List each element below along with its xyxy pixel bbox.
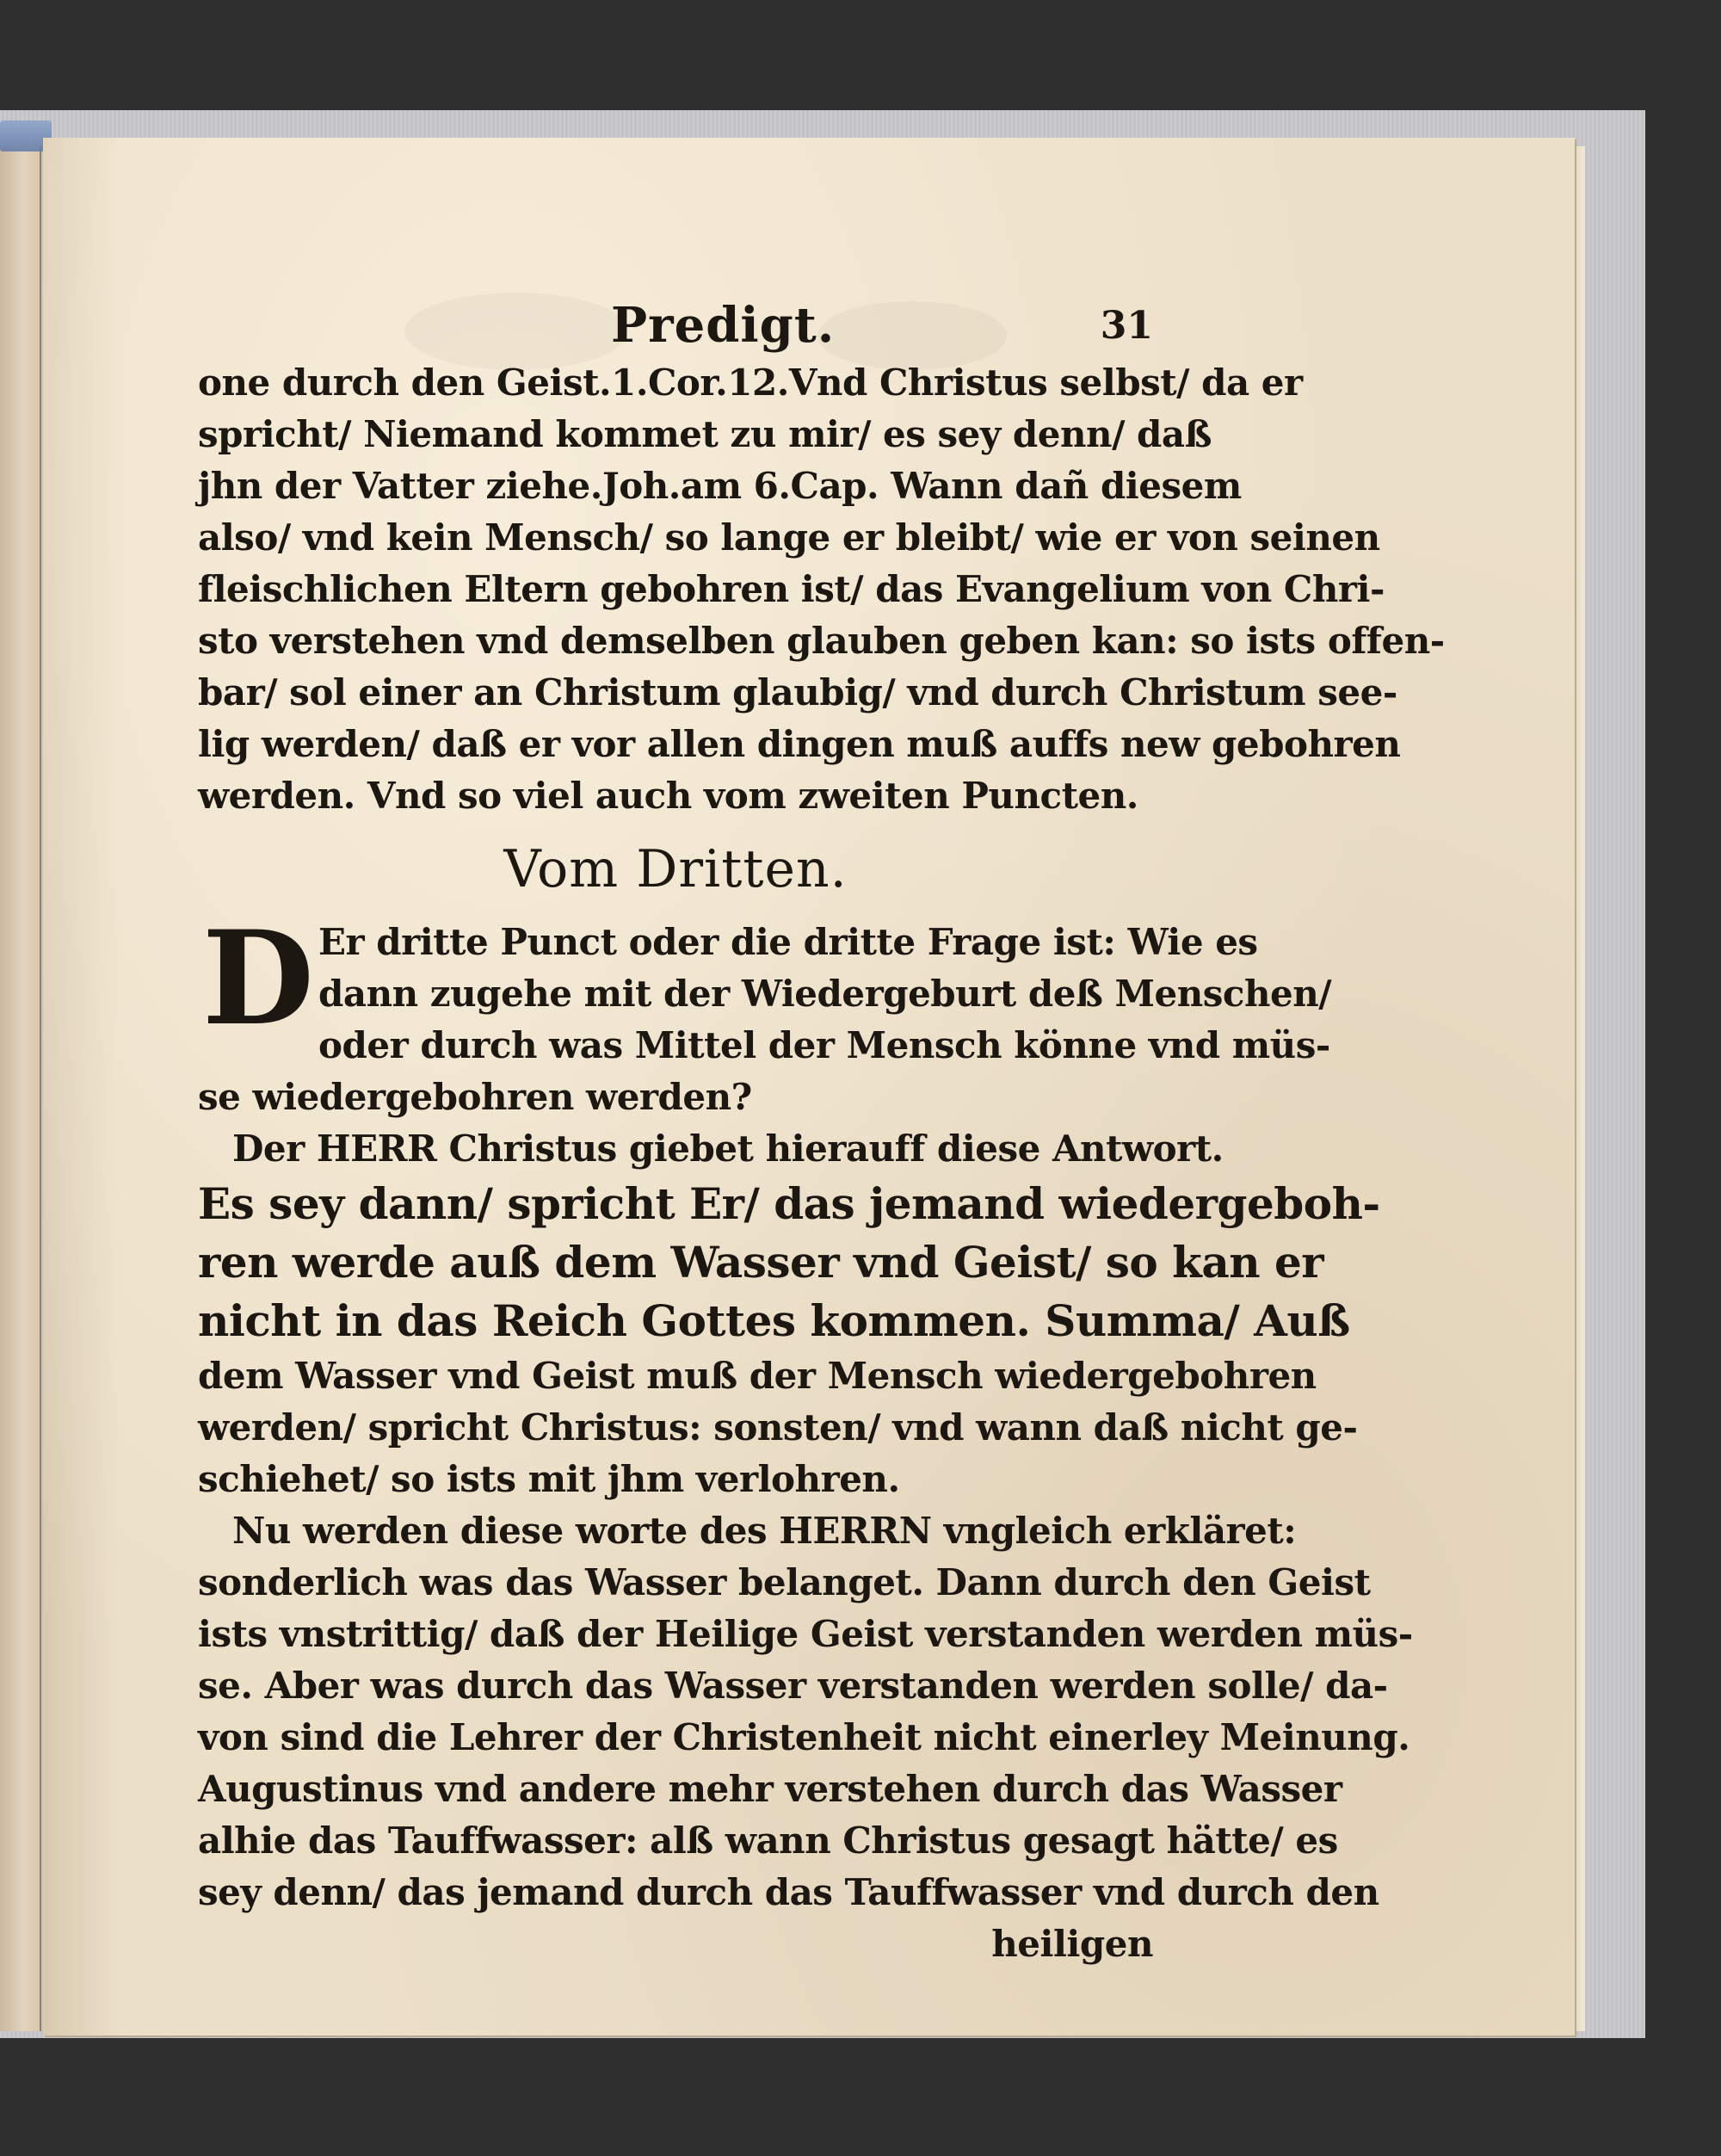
paragraph-4 — [198, 1505, 1413, 1918]
quote-line: nicht in das Reich Gottes kommen. Summa/ Auß — [198, 1295, 1350, 1346]
text-line: ists vnstrittig/ daß der Heilige Geist verstanden werden müs- — [198, 1613, 1413, 1655]
section-heading: Vom Dritten. — [503, 839, 848, 899]
text-line: dem Wasser vnd Geist muß der Mensch wiedergebohren — [198, 1355, 1317, 1397]
text-line: se wiedergebohren werden? — [198, 1076, 752, 1118]
text-line: se. Aber was durch das Wasser verstanden werden solle/ da- — [198, 1665, 1388, 1707]
text-line: bar/ sol einer an Christum glaubig/ vnd durch Christum see- — [198, 671, 1397, 714]
quote-line: Es sey dann/ spricht Er/ das jemand wiedergeboh- — [198, 1178, 1380, 1229]
running-title: Predigt. — [611, 297, 836, 354]
text-line: sonderlich was das Wasser belanget. Dann durch den Geist — [198, 1561, 1371, 1603]
text-line: fleischlichen Eltern gebohren ist/ das Evangelium von Chri- — [198, 568, 1385, 610]
text-line: werden. Vnd so viel auch vom zweiten Puncten. — [198, 775, 1138, 817]
text-line: alhie das Tauffwasser: alß wann Christus gesagt hätte/ es — [198, 1819, 1338, 1862]
catchword: heiligen — [991, 1923, 1153, 1965]
paragraph-1 — [198, 357, 1445, 822]
text-line: werden/ spricht Christus: sonsten/ vnd wann daß nicht ge- — [198, 1406, 1358, 1449]
text-line: Nu werden diese worte des HERRN vngleich erkläret: — [232, 1510, 1297, 1552]
page-text — [198, 297, 1445, 1970]
running-head — [198, 297, 1153, 357]
decorated-initial: D — [201, 903, 315, 1054]
text-line: also/ vnd kein Mensch/ so lange er bleibt/ wie er von seinen — [198, 516, 1380, 559]
text-line: Augustinus vnd andere mehr verstehen durch das Wasser — [198, 1768, 1342, 1810]
page-number: 31 — [1100, 304, 1153, 348]
initial-paragraph — [198, 903, 1332, 1072]
text-line: oder durch was Mittel der Mensch könne vnd müs- — [318, 1024, 1330, 1066]
initial-lines — [318, 917, 1331, 1072]
text-line: sto verstehen vnd demselben glauben geben kan: so ists offen- — [198, 620, 1445, 662]
text-line: dann zugehe mit der Wiedergeburt deß Menschen/ — [318, 973, 1332, 1015]
text-line: schiehet/ so ists mit jhm verlohren. — [198, 1458, 900, 1500]
text-line: lig werden/ daß er vor allen dingen muß auffs new gebohren — [198, 723, 1401, 765]
paragraph-3 — [198, 1123, 1380, 1505]
quote-line: ren werde auß dem Wasser vnd Geist/ so kan er — [198, 1237, 1324, 1288]
text-line: Der HERR Christus giebet hierauff diese Antwort. — [232, 1127, 1224, 1170]
text-line: one durch den Geist.1.Cor.12.Vnd Christus selbst/ da er — [198, 361, 1303, 404]
previous-page-edge — [0, 146, 41, 2031]
text-line: von sind die Lehrer der Christenheit nicht einerley Meinung. — [198, 1716, 1410, 1758]
text-line: spricht/ Niemand kommet zu mir/ es sey denn/ daß — [198, 413, 1212, 455]
text-line: Er dritte Punct oder die dritte Frage ist: Wie es — [318, 921, 1258, 963]
text-line: jhn der Vatter ziehe.Joh.am 6.Cap. Wann dañ diesem — [198, 465, 1242, 507]
text-line: sey denn/ das jemand durch das Tauffwasser vnd durch den — [198, 1871, 1379, 1913]
